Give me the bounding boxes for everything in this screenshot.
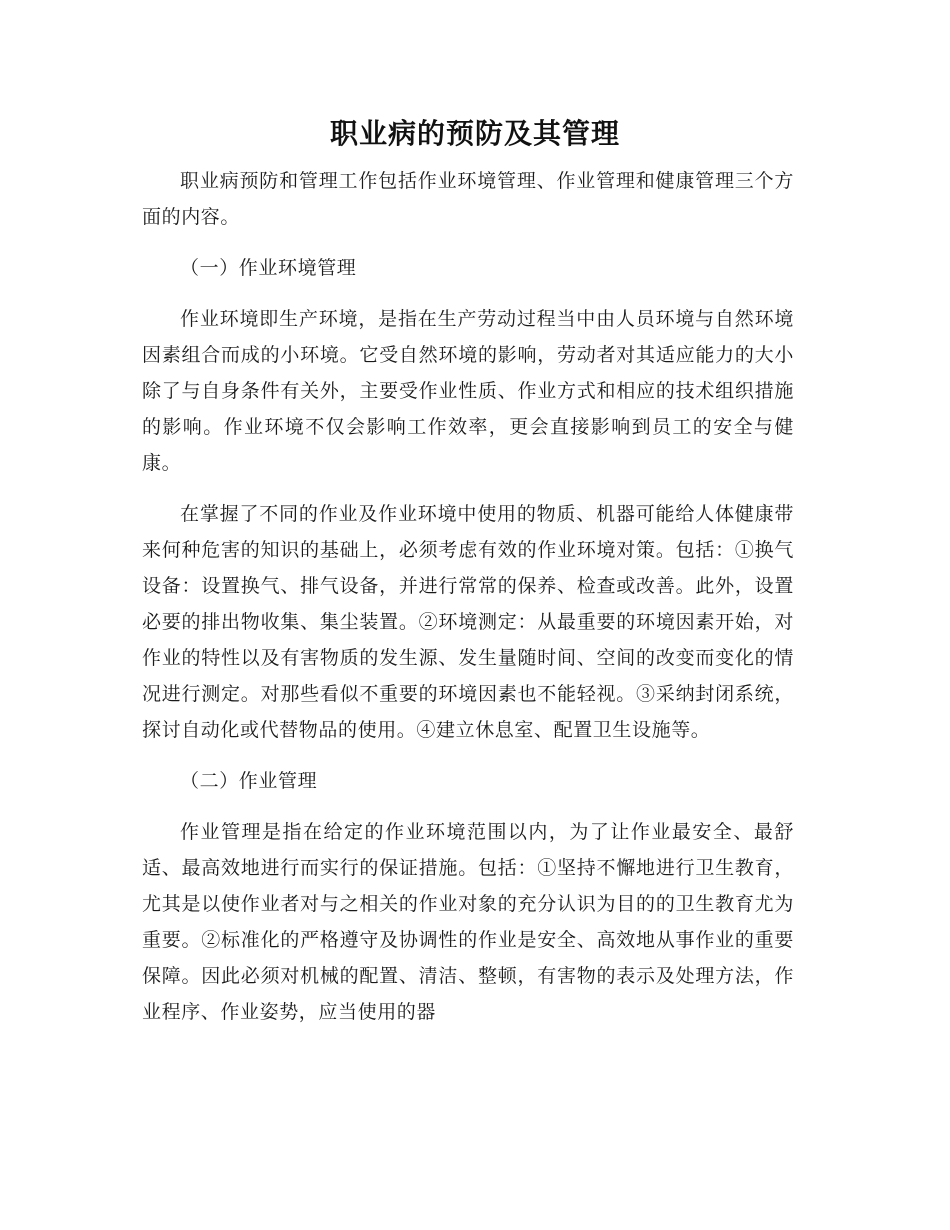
paragraph-work-management: 作业管理是指在给定的作业环境范围以内，为了让作业最安全、最舒适、最高效地进行而实行的保证措施。包括：①坚持不懈地进行卫生教育，尤其是以使作业者对与之相关的作业对象的充分认识为目的的卫生教育尤为重要。②标准化的严格遵守及协调性的作业是安全、高效地从事作业的重要保障。因此必须对机械的配置、清洁、整顿，有害物的表示及处理方法，作业程序、作业姿势，应当使用的器 <box>142 821 794 1023</box>
document-title: 职业病的预防及其管理 <box>329 117 620 150</box>
intro-paragraph: 职业病预防和管理工作包括作业环境管理、作业管理和健康管理三个方面的内容。 <box>142 170 794 228</box>
section-heading-environment: （一）作业环境管理 <box>180 257 357 279</box>
paragraph-environment-definition: 作业环境即生产环境，是指在生产劳动过程当中由人员环境与自然环境因素组合而成的小环境。它受自然环境的影响，劳动者对其适应能力的大小除了与自身条件有关外，主要受作业性质、作业方式和相应的技术组织措施的影响。作业环境不仅会影响工作效率，更会直接影响到员工的安全与健康。 <box>142 308 794 474</box>
paragraph-environment-measures: 在掌握了不同的作业及作业环境中使用的物质、机器可能给人体健康带来何种危害的知识的基础上，必须考虑有效的作业环境对策。包括：①换气设备：设置换气、排气设备，并进行常常的保养、检查或改善。此外，设置必要的排出物收集、集尘装置。②环境测定：从最重要的环境因素开始，对作业的特性以及有害物质的发生源、发生量随时间、空间的改变而变化的情况进行测定。对那些看似不重要的环境因素也不能轻视。③采纳封闭系统，探讨自动化或代替物品的使用。④建立休息室、配置卫生设施等。 <box>142 503 794 741</box>
document-body <box>142 163 794 1045</box>
section-heading-work-management: （二）作业管理 <box>180 770 318 792</box>
